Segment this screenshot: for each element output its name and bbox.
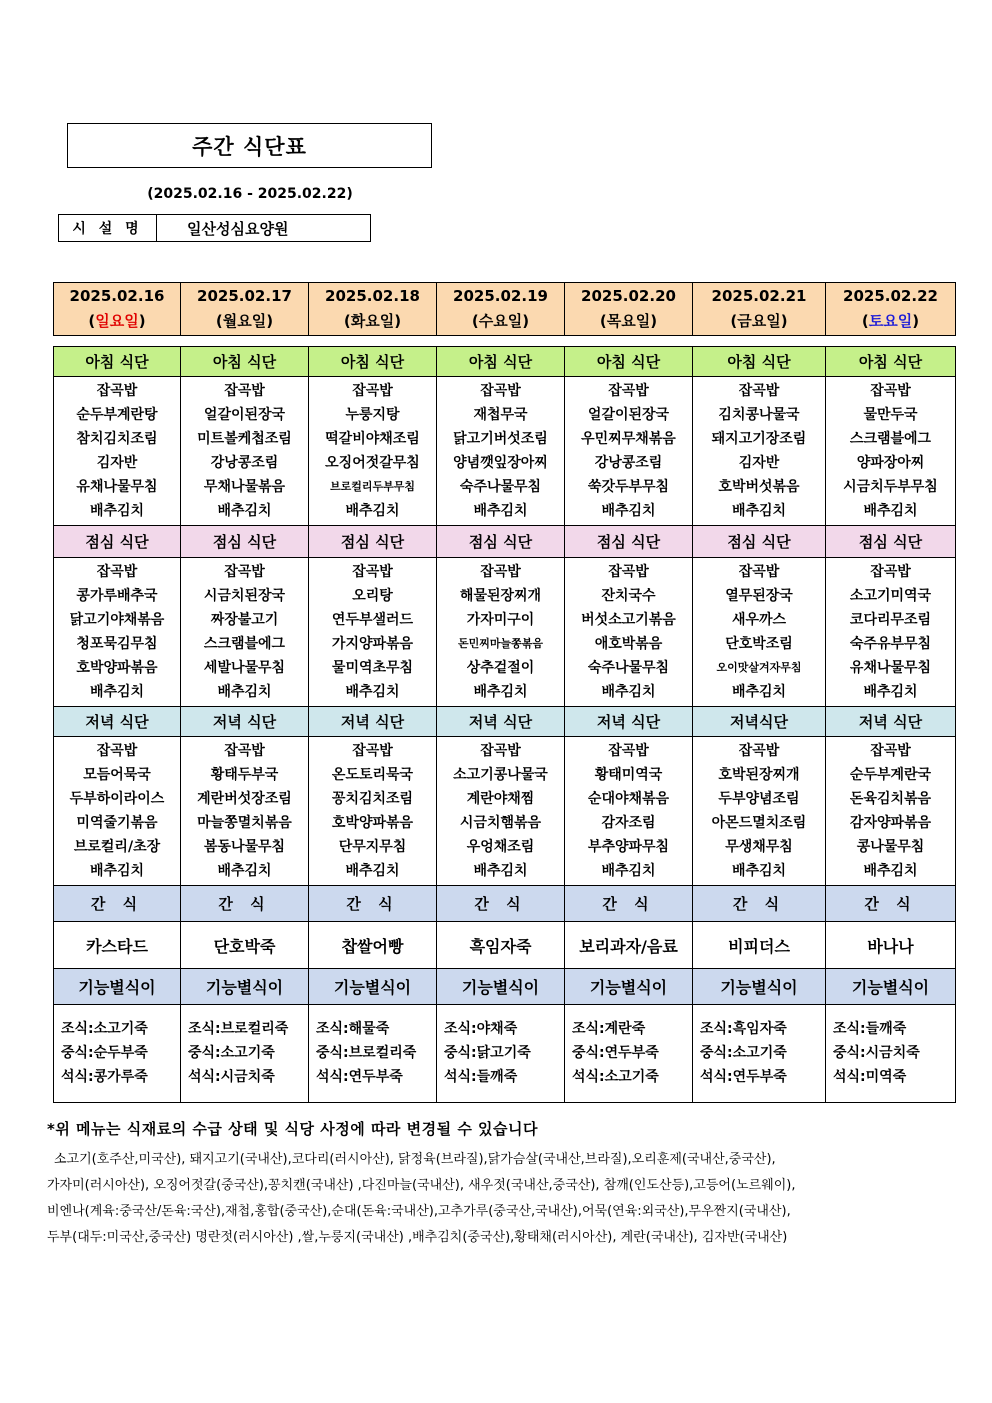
- weekday-text: [693, 309, 825, 334]
- date-row: [54, 283, 956, 336]
- facility-label: 시 설 명: [59, 215, 157, 241]
- functional-diet-header: 기능별식이: [437, 969, 565, 1005]
- dish-item: 우엉채조림: [466, 839, 535, 855]
- weekday-text: [181, 309, 308, 334]
- lunch-menu-cell: [826, 558, 956, 707]
- breakfast-row: [54, 347, 956, 377]
- dish-item: 잡곡밥: [738, 383, 780, 399]
- dish-item: 계란야채찜: [466, 791, 535, 807]
- date-cell: [309, 283, 437, 336]
- snack-items-row: [54, 922, 956, 969]
- dish-item: 잔치국수: [601, 588, 656, 604]
- dish-item: 유채나물무침: [849, 660, 932, 676]
- dish-item: 잡곡밥: [352, 383, 393, 399]
- date-cell: [826, 283, 956, 336]
- dinner-menu-cell: [54, 737, 181, 886]
- paren-close: ): [394, 312, 402, 330]
- dinner-header: 저녁 식단: [565, 707, 693, 737]
- paren-close: ): [912, 312, 920, 330]
- dish-item: 배추김치: [601, 503, 656, 519]
- weekday-name: 토요일: [868, 312, 913, 330]
- date-text: 2025.02.18: [325, 287, 420, 305]
- dish-item: 호박양파볶음: [331, 815, 414, 831]
- snack-row: [54, 886, 956, 922]
- dish-item: 황태미역국: [594, 767, 663, 783]
- dish-item: 배추김치: [89, 684, 145, 700]
- functional-diet-cell: [565, 1005, 693, 1103]
- dish-item: 연두부샐러드: [331, 612, 414, 628]
- dish-item: 세발나물무침: [203, 660, 286, 676]
- dish-item: 새우까스: [731, 612, 787, 628]
- dish-item: 잡곡밥: [738, 743, 780, 759]
- dish-item: 오징어젓갈무침: [325, 455, 420, 471]
- dish-item: 마늘쫑멸치볶음: [197, 815, 292, 831]
- snack-header: 간 식: [437, 886, 565, 922]
- dinner-menu-cell: [309, 737, 437, 886]
- paren-open: (: [88, 312, 96, 330]
- dish-item: 배추김치: [345, 684, 400, 700]
- origin-line: 비엔나(계육:중국산/돈육:국산),재첩,홍합(중국산),순대(돈육:국내산),고추가루(중국산,국내산),어묵(연육:외국산),무우짠지(국내산),: [47, 1204, 791, 1219]
- date-cell: [693, 283, 826, 336]
- dinner-header: 저녁 식단: [437, 707, 565, 737]
- dish-item: 배추김치: [731, 684, 787, 700]
- snack-header: 간 식: [826, 886, 956, 922]
- functional-diet-item: 석식:미역죽: [833, 1069, 907, 1085]
- date-header-table: [53, 282, 956, 336]
- dish-item: 우민찌무채볶음: [581, 431, 676, 447]
- dish-item: 계란버섯장조림: [197, 791, 292, 807]
- dish-item: 콩가루배추국: [76, 588, 158, 604]
- dish-item: 잡곡밥: [96, 743, 138, 759]
- dish-item: 숙주나물무침: [587, 660, 670, 676]
- dish-item: 순두부계란국: [849, 767, 932, 783]
- dish-item: 김자반: [738, 455, 780, 471]
- paren-close: ): [266, 312, 274, 330]
- dish-item: 배추김치: [473, 503, 528, 519]
- functional-diet-cell: [826, 1005, 956, 1103]
- dinner-header: 저녁 식단: [309, 707, 437, 737]
- weekday-text: [54, 309, 180, 334]
- dish-item: 얼갈이된장국: [203, 407, 286, 423]
- dish-item: 배추김치: [473, 863, 528, 879]
- dish-item: 배추김치: [217, 503, 272, 519]
- dish-item: 배추김치: [731, 863, 787, 879]
- dish-item: 양파장아찌: [856, 455, 925, 471]
- origin-line: 두부(대두:미국산,중국산) 명란젓(러시아산) ,쌀,누룽지(국내산) ,배추김치(중국산),황태채(러시아산), 계란(국내산), 김자반(국내산): [47, 1230, 788, 1245]
- breakfast-menu-cell: [437, 377, 565, 526]
- dish-item: 무생채무침: [725, 839, 793, 855]
- dish-item: 배추김치: [863, 863, 918, 879]
- weekday-text: [826, 309, 955, 334]
- snack-item: 보리과자/음료: [565, 922, 693, 969]
- dish-item: 단호박조림: [725, 636, 793, 652]
- dish-item: 누룽지탕: [345, 407, 400, 423]
- snack-header: 간 식: [54, 886, 181, 922]
- paren-open: (: [343, 312, 351, 330]
- facility-name: 일산성심요양원: [187, 219, 289, 238]
- date-cell: [565, 283, 693, 336]
- dish-item: 참치김치조림: [76, 431, 158, 447]
- lunch-header: 점심 식단: [565, 526, 693, 558]
- weekday-name: 수요일: [478, 312, 523, 330]
- dish-item: 시금치햄볶음: [459, 815, 542, 831]
- dish-item: 오이맛살겨자무침: [716, 661, 802, 674]
- snack-header: 간 식: [565, 886, 693, 922]
- dish-item: 두부하이라이스: [69, 791, 165, 807]
- functional-diet-item: 석식:연두부죽: [700, 1069, 787, 1085]
- dish-item: 잡곡밥: [870, 564, 911, 580]
- dish-item: 유채나물무침: [76, 479, 158, 495]
- functional-diet-header: 기능별식이: [309, 969, 437, 1005]
- functional-diet-item: 조식:소고기죽: [61, 1021, 148, 1037]
- breakfast-header: 아침 식단: [309, 347, 437, 377]
- dish-item: 브로컬리/초장: [73, 839, 161, 855]
- snack-item: 카스타드: [54, 922, 181, 969]
- dish-item: 강낭콩조림: [210, 455, 279, 471]
- weekday-text: [437, 309, 564, 334]
- lunch-header: 점심 식단: [181, 526, 309, 558]
- dish-item: 황태두부국: [210, 767, 279, 783]
- dish-item: 버섯소고기볶음: [581, 612, 676, 628]
- functional-diet-item: 중식:시금치죽: [833, 1045, 920, 1061]
- dinner-menu-row: [54, 737, 956, 886]
- date-text: 2025.02.16: [69, 287, 165, 305]
- dish-item: 잡곡밥: [96, 564, 138, 580]
- functional-diet-item: 조식:브로컬리죽: [188, 1021, 289, 1037]
- functional-diet-item: 석식:콩가루죽: [61, 1069, 148, 1085]
- dish-item: 가자미구이: [466, 612, 535, 628]
- lunch-menu-cell: [54, 558, 181, 707]
- dish-item: 잡곡밥: [352, 564, 393, 580]
- dish-item: 상추겉절이: [466, 660, 535, 676]
- functional-diet-item: 석식:들깨죽: [444, 1069, 518, 1085]
- lunch-header: 점심 식단: [309, 526, 437, 558]
- dish-item: 배추김치: [863, 684, 918, 700]
- dish-item: 순두부계란탕: [76, 407, 158, 423]
- dish-item: 배추김치: [89, 863, 145, 879]
- dish-item: 온도토리묵국: [331, 767, 414, 783]
- dish-item: 떡갈비야채조림: [325, 431, 420, 447]
- functional-diet-item: 중식:소고기죽: [188, 1045, 275, 1061]
- date-text: 2025.02.20: [581, 287, 676, 305]
- lunch-menu-cell: [181, 558, 309, 707]
- dinner-menu-cell: [693, 737, 826, 886]
- dish-item: 꽁치김치조림: [331, 791, 414, 807]
- dinner-header: 저녁식단: [693, 707, 826, 737]
- breakfast-menu-cell: [181, 377, 309, 526]
- lunch-menu-cell: [693, 558, 826, 707]
- dish-item: 재첩무국: [473, 407, 528, 423]
- dish-item: 호박버섯볶음: [718, 479, 800, 495]
- functional-diet-cell: [437, 1005, 565, 1103]
- facility-box: [58, 214, 371, 242]
- dish-item: 강낭콩조림: [594, 455, 663, 471]
- date-text: 2025.02.21: [711, 287, 807, 305]
- dish-item: 시금치된장국: [203, 588, 286, 604]
- dish-item: 잡곡밥: [480, 743, 521, 759]
- dinner-menu-cell: [826, 737, 956, 886]
- breakfast-menu-cell: [565, 377, 693, 526]
- dish-item: 숙주나물무침: [459, 479, 542, 495]
- functional-diet-cell: [309, 1005, 437, 1103]
- dish-item: 숙주유부무침: [849, 636, 932, 652]
- snack-header: 간 식: [693, 886, 826, 922]
- dish-item: 오리탕: [352, 588, 393, 604]
- breakfast-header: 아침 식단: [54, 347, 181, 377]
- dinner-row: [54, 707, 956, 737]
- weekday-name: 월요일: [222, 312, 267, 330]
- functional-diet-item: 조식:계란죽: [572, 1021, 646, 1037]
- lunch-menu-cell: [309, 558, 437, 707]
- weekday-name: 화요일: [350, 312, 395, 330]
- dish-item: 잡곡밥: [352, 743, 393, 759]
- snack-item: 바나나: [826, 922, 956, 969]
- dish-item: 잡곡밥: [224, 564, 265, 580]
- breakfast-menu-cell: [826, 377, 956, 526]
- breakfast-menu-cell: [309, 377, 437, 526]
- dinner-header: 저녁 식단: [181, 707, 309, 737]
- breakfast-header: 아침 식단: [826, 347, 956, 377]
- dish-item: 배추김치: [217, 863, 272, 879]
- dish-item: 잡곡밥: [608, 564, 649, 580]
- dish-item: 닭고기야채볶음: [69, 612, 165, 628]
- functional-diet-item: 석식:연두부죽: [316, 1069, 403, 1085]
- dish-item: 감자조림: [601, 815, 656, 831]
- weekday-name: 일요일: [95, 312, 139, 330]
- dish-item: 미트볼케첩조림: [197, 431, 292, 447]
- dish-item: 배추김치: [473, 684, 528, 700]
- dish-item: 순대야채볶음: [587, 791, 670, 807]
- functional-items-row: [54, 1005, 956, 1103]
- dish-item: 무채나물볶음: [203, 479, 286, 495]
- paren-open: (: [471, 312, 479, 330]
- lunch-header: 점심 식단: [693, 526, 826, 558]
- dish-item: 물미역초무침: [331, 660, 414, 676]
- menu-period: (2025.02.16 - 2025.02.22): [147, 186, 353, 202]
- date-text: 2025.02.22: [843, 287, 938, 305]
- functional-diet-row: [54, 969, 956, 1005]
- dish-item: 배추김치: [601, 863, 656, 879]
- snack-item: 단호박죽: [181, 922, 309, 969]
- dish-item: 브로컬리두부무침: [329, 480, 415, 493]
- dish-item: 봄동나물무침: [203, 839, 286, 855]
- dish-item: 가지양파볶음: [331, 636, 414, 652]
- dish-item: 배추김치: [89, 503, 145, 519]
- functional-diet-cell: [54, 1005, 181, 1103]
- dish-item: 얼갈이된장국: [587, 407, 670, 423]
- dish-item: 돈육김치볶음: [849, 791, 932, 807]
- dish-item: 열무된장국: [725, 588, 793, 604]
- snack-item: 찹쌀어빵: [309, 922, 437, 969]
- dish-item: 닭고기버섯조림: [453, 431, 548, 447]
- paren-open: (: [215, 312, 223, 330]
- menu-table: [53, 346, 956, 1103]
- functional-diet-item: 조식:흑임자죽: [700, 1021, 787, 1037]
- dish-item: 김치콩나물국: [718, 407, 800, 423]
- dish-item: 물만두국: [863, 407, 918, 423]
- breakfast-header: 아침 식단: [181, 347, 309, 377]
- functional-diet-item: 중식:연두부죽: [572, 1045, 659, 1061]
- dish-item: 돈민찌마늘쫑볶음: [457, 637, 543, 650]
- functional-diet-item: 석식:소고기죽: [572, 1069, 659, 1085]
- page-title: 주간 식단표: [67, 123, 432, 168]
- functional-diet-cell: [693, 1005, 826, 1103]
- paren-open: (: [599, 312, 607, 330]
- weekday-name: 금요일: [737, 312, 781, 330]
- dish-item: 배추김치: [217, 684, 272, 700]
- dish-item: 잡곡밥: [870, 743, 911, 759]
- snack-item: 흑임자죽: [437, 922, 565, 969]
- breakfast-menu-cell: [54, 377, 181, 526]
- dish-item: 미역줄기볶음: [76, 815, 158, 831]
- functional-diet-item: 조식:들깨죽: [833, 1021, 907, 1037]
- dish-item: 배추김치: [345, 863, 400, 879]
- dish-item: 잡곡밥: [480, 383, 521, 399]
- breakfast-header: 아침 식단: [437, 347, 565, 377]
- dish-item: 짜장불고기: [210, 612, 279, 628]
- dish-item: 소고기콩나물국: [453, 767, 548, 783]
- paren-close: ): [138, 312, 146, 330]
- dish-item: 단무지무침: [338, 839, 407, 855]
- dish-item: 배추김치: [731, 503, 787, 519]
- dinner-menu-cell: [565, 737, 693, 886]
- weekday-text: [565, 309, 692, 334]
- dish-item: 애호박볶음: [594, 636, 663, 652]
- dish-item: 두부양념조림: [718, 791, 800, 807]
- dish-item: 호박양파볶음: [76, 660, 158, 676]
- lunch-header: 점심 식단: [437, 526, 565, 558]
- functional-diet-item: 중식:순두부죽: [61, 1045, 148, 1061]
- lunch-menu-cell: [437, 558, 565, 707]
- dish-item: 잡곡밥: [608, 743, 649, 759]
- functional-diet-item: 석식:시금치죽: [188, 1069, 275, 1085]
- functional-diet-item: 조식:해물죽: [316, 1021, 390, 1037]
- dish-item: 해물된장찌개: [459, 588, 542, 604]
- date-text: 2025.02.17: [197, 287, 292, 305]
- functional-diet-header: 기능별식이: [693, 969, 826, 1005]
- functional-diet-header: 기능별식이: [54, 969, 181, 1005]
- weekday-name: 목요일: [606, 312, 651, 330]
- dish-item: 잡곡밥: [224, 743, 265, 759]
- dish-item: 콩나물무침: [856, 839, 925, 855]
- date-cell: [54, 283, 181, 336]
- origin-line: 소고기(호주산,미국산), 돼지고기(국내산),코다리(러시아산), 닭정육(브라질),닭가슴살(국내산,브라질),오리훈제(국내산,중국산),: [54, 1152, 776, 1167]
- lunch-header: 점심 식단: [54, 526, 181, 558]
- functional-diet-item: 중식:브로컬리죽: [316, 1045, 417, 1061]
- functional-diet-header: 기능별식이: [565, 969, 693, 1005]
- dish-item: 배추김치: [345, 503, 400, 519]
- dish-item: 청포묵김무침: [76, 636, 158, 652]
- paren-close: ): [780, 312, 788, 330]
- dish-item: 소고기미역국: [849, 588, 932, 604]
- dish-item: 돼지고기장조림: [711, 431, 807, 447]
- breakfast-header: 아침 식단: [693, 347, 826, 377]
- origin-line: 가자미(러시아산), 오징어젓갈(중국산),꽁치캔(국내산) ,다진마늘(국내산), 새우젓(국내산,중국산), 참깨(인도산등),고등어(노르웨이),: [47, 1178, 796, 1193]
- dish-item: 배추김치: [601, 684, 656, 700]
- dish-item: 양념깻잎장아찌: [453, 455, 548, 471]
- dinner-header: 저녁 식단: [54, 707, 181, 737]
- dinner-menu-cell: [437, 737, 565, 886]
- snack-header: 간 식: [309, 886, 437, 922]
- dish-item: 잡곡밥: [870, 383, 911, 399]
- dish-item: 스크램블에그: [203, 636, 286, 652]
- notes-section: [47, 1118, 947, 1251]
- paren-close: ): [650, 312, 658, 330]
- weekday-text: [309, 309, 436, 334]
- dish-item: 잡곡밥: [738, 564, 780, 580]
- dish-item: 아몬드멸치조림: [711, 815, 807, 831]
- dish-item: 부추양파무침: [587, 839, 670, 855]
- functional-diet-header: 기능별식이: [181, 969, 309, 1005]
- dish-item: 스크램블에그: [849, 431, 932, 447]
- dish-item: 모듬어묵국: [83, 767, 151, 783]
- functional-diet-header: 기능별식이: [826, 969, 956, 1005]
- date-text: 2025.02.19: [453, 287, 548, 305]
- lunch-menu-cell: [565, 558, 693, 707]
- lunch-menu-row: [54, 558, 956, 707]
- paren-open: (: [730, 312, 738, 330]
- dish-item: 호박된장찌개: [718, 767, 800, 783]
- breakfast-header: 아침 식단: [565, 347, 693, 377]
- dish-item: 쑥갓두부무침: [587, 479, 670, 495]
- snack-header: 간 식: [181, 886, 309, 922]
- snack-item: 비피더스: [693, 922, 826, 969]
- lunch-header: 점심 식단: [826, 526, 956, 558]
- dish-item: 잡곡밥: [480, 564, 521, 580]
- dish-item: 감자양파볶음: [849, 815, 932, 831]
- dish-item: 김자반: [96, 455, 138, 471]
- date-cell: [437, 283, 565, 336]
- dinner-menu-cell: [181, 737, 309, 886]
- dish-item: 잡곡밥: [608, 383, 649, 399]
- functional-diet-item: 조식:야채죽: [444, 1021, 518, 1037]
- dish-item: 코다리무조림: [849, 612, 932, 628]
- menu-change-notice: *위 메뉴는 식재료의 수급 상태 및 식당 사정에 따라 변경될 수 있습니다: [47, 1120, 539, 1138]
- breakfast-menu-cell: [693, 377, 826, 526]
- dish-item: 잡곡밥: [224, 383, 265, 399]
- breakfast-menu-row: [54, 377, 956, 526]
- dish-item: 잡곡밥: [96, 383, 138, 399]
- functional-diet-cell: [181, 1005, 309, 1103]
- functional-diet-item: 중식:닭고기죽: [444, 1045, 531, 1061]
- date-cell: [181, 283, 309, 336]
- paren-open: (: [861, 312, 869, 330]
- paren-close: ): [522, 312, 530, 330]
- dish-item: 배추김치: [863, 503, 918, 519]
- functional-diet-item: 중식:소고기죽: [700, 1045, 787, 1061]
- lunch-row: [54, 526, 956, 558]
- dish-item: 시금치두부무침: [843, 479, 938, 495]
- dinner-header: 저녁 식단: [826, 707, 956, 737]
